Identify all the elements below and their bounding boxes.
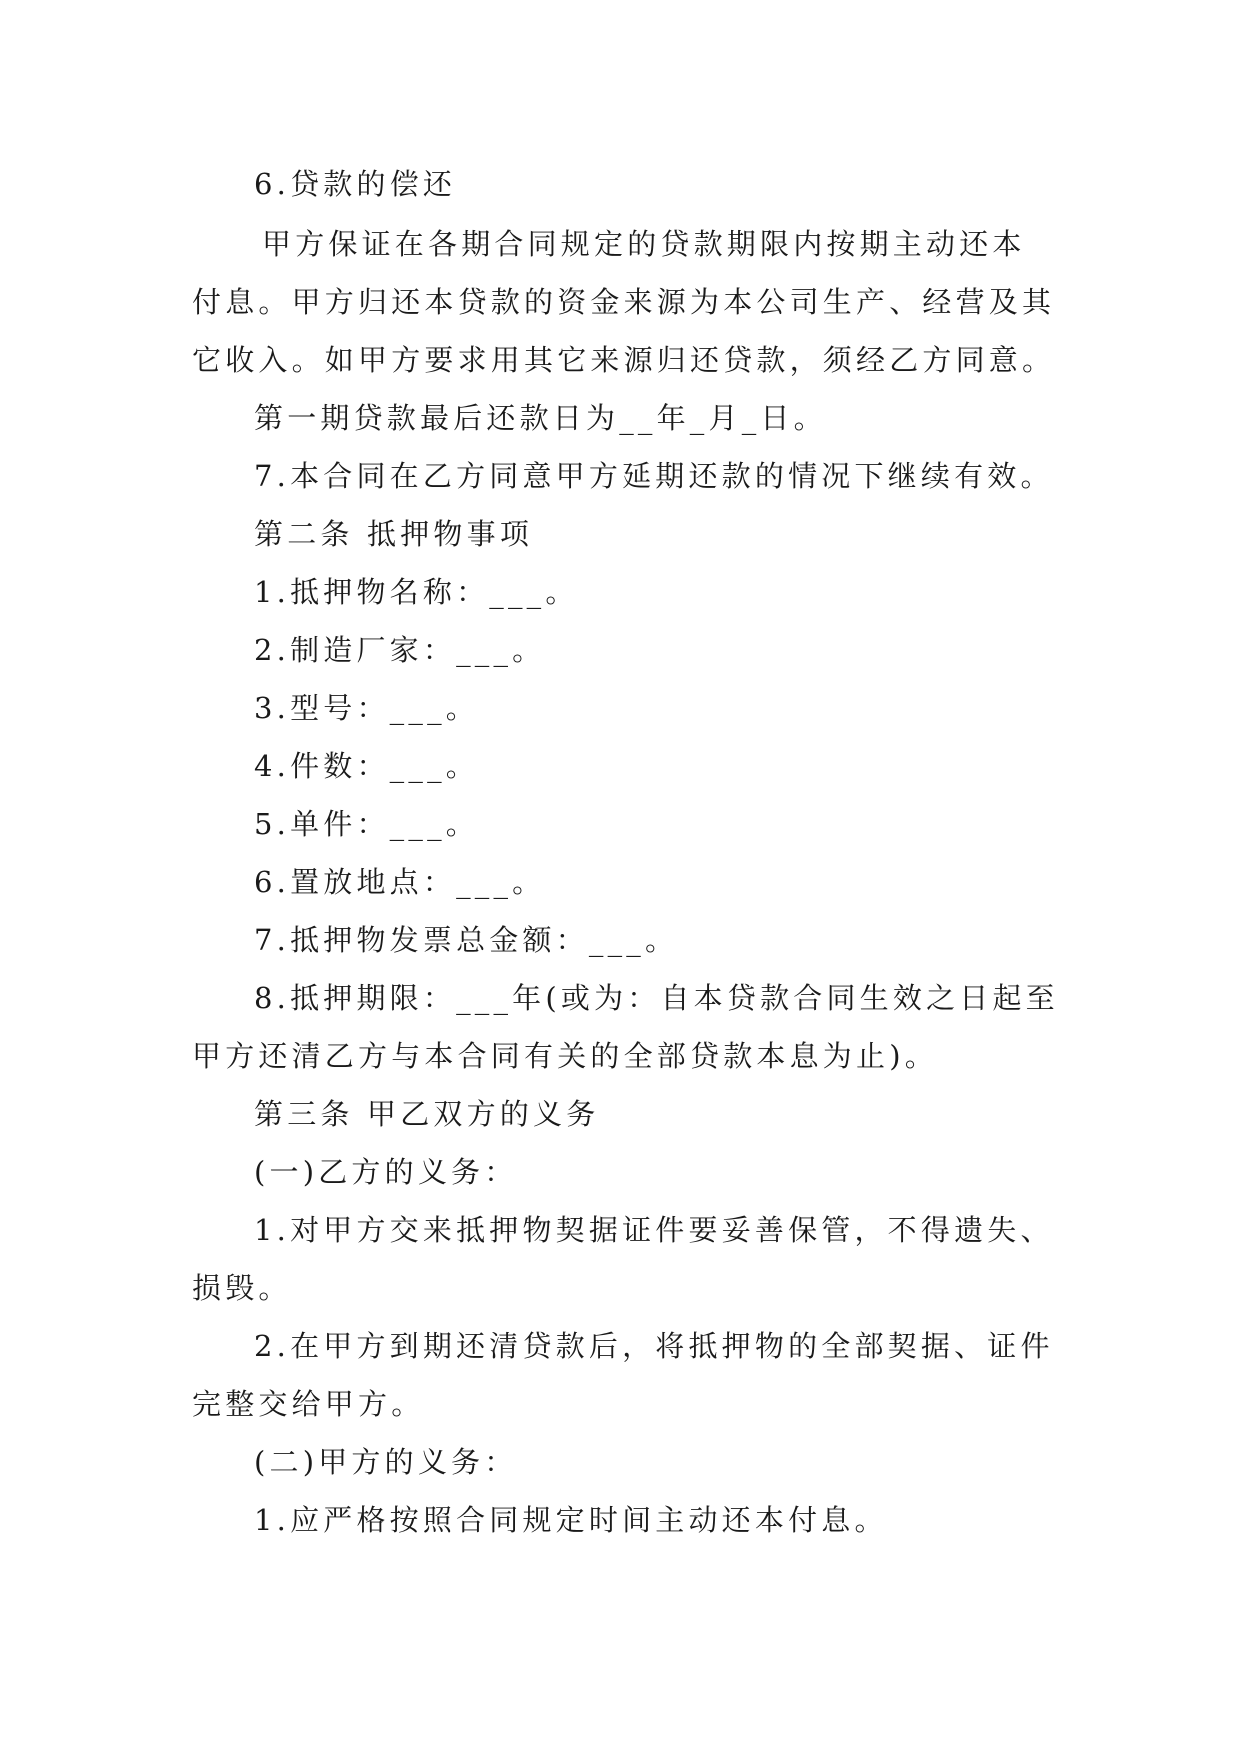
subsection-heading-party-a: (二)甲方的义务： [254,1445,518,1479]
article-heading-obligations: 第三条 甲乙双方的义务 [254,1097,600,1131]
list-item: 3.型号：___。 [254,691,479,725]
paragraph-line: 付息。甲方归还本贷款的资金来源为本公司生产、经营及其 [192,285,1056,319]
list-item: 1.应严格按照合同规定时间主动还本付息。 [254,1503,888,1537]
paragraph-line: 它收入。如甲方要求用其它来源归还贷款，须经乙方同意。 [192,343,1056,377]
list-item: 1.对甲方交来抵押物契据证件要妥善保管，不得遗失、 [254,1213,1054,1247]
paragraph-line: 7.本合同在乙方同意甲方延期还款的情况下继续有效。 [254,459,1054,493]
list-item: 2.在甲方到期还清贷款后，将抵押物的全部契据、证件 [254,1329,1054,1363]
list-item: 2.制造厂家：___。 [254,633,546,667]
list-item: 4.件数：___。 [254,749,479,783]
list-item: 7.抵押物发票总金额：___。 [254,923,679,957]
section-heading-loan-repayment: 6.贷款的偿还 [254,167,457,201]
paragraph-line: 损毁。 [192,1271,292,1305]
subsection-heading-party-b: (一)乙方的义务： [254,1155,518,1189]
article-heading-collateral: 第二条 抵押物事项 [254,517,534,551]
paragraph-line: 甲方还清乙方与本合同有关的全部贷款本息为止)。 [192,1039,938,1073]
paragraph-line: 第一期贷款最后还款日为__年_月_日。 [254,401,827,435]
list-item: 1.抵押物名称：___。 [254,575,579,609]
list-item: 8.抵押期限：___年(或为：自本贷款合同生效之日起至 [254,981,1059,1015]
list-item: 6.置放地点：___。 [254,865,546,899]
paragraph-line: 完整交给甲方。 [192,1387,425,1421]
paragraph-line: 甲方保证在各期合同规定的贷款期限内按期主动还本 [262,227,1026,261]
list-item: 5.单件：___。 [254,807,479,841]
